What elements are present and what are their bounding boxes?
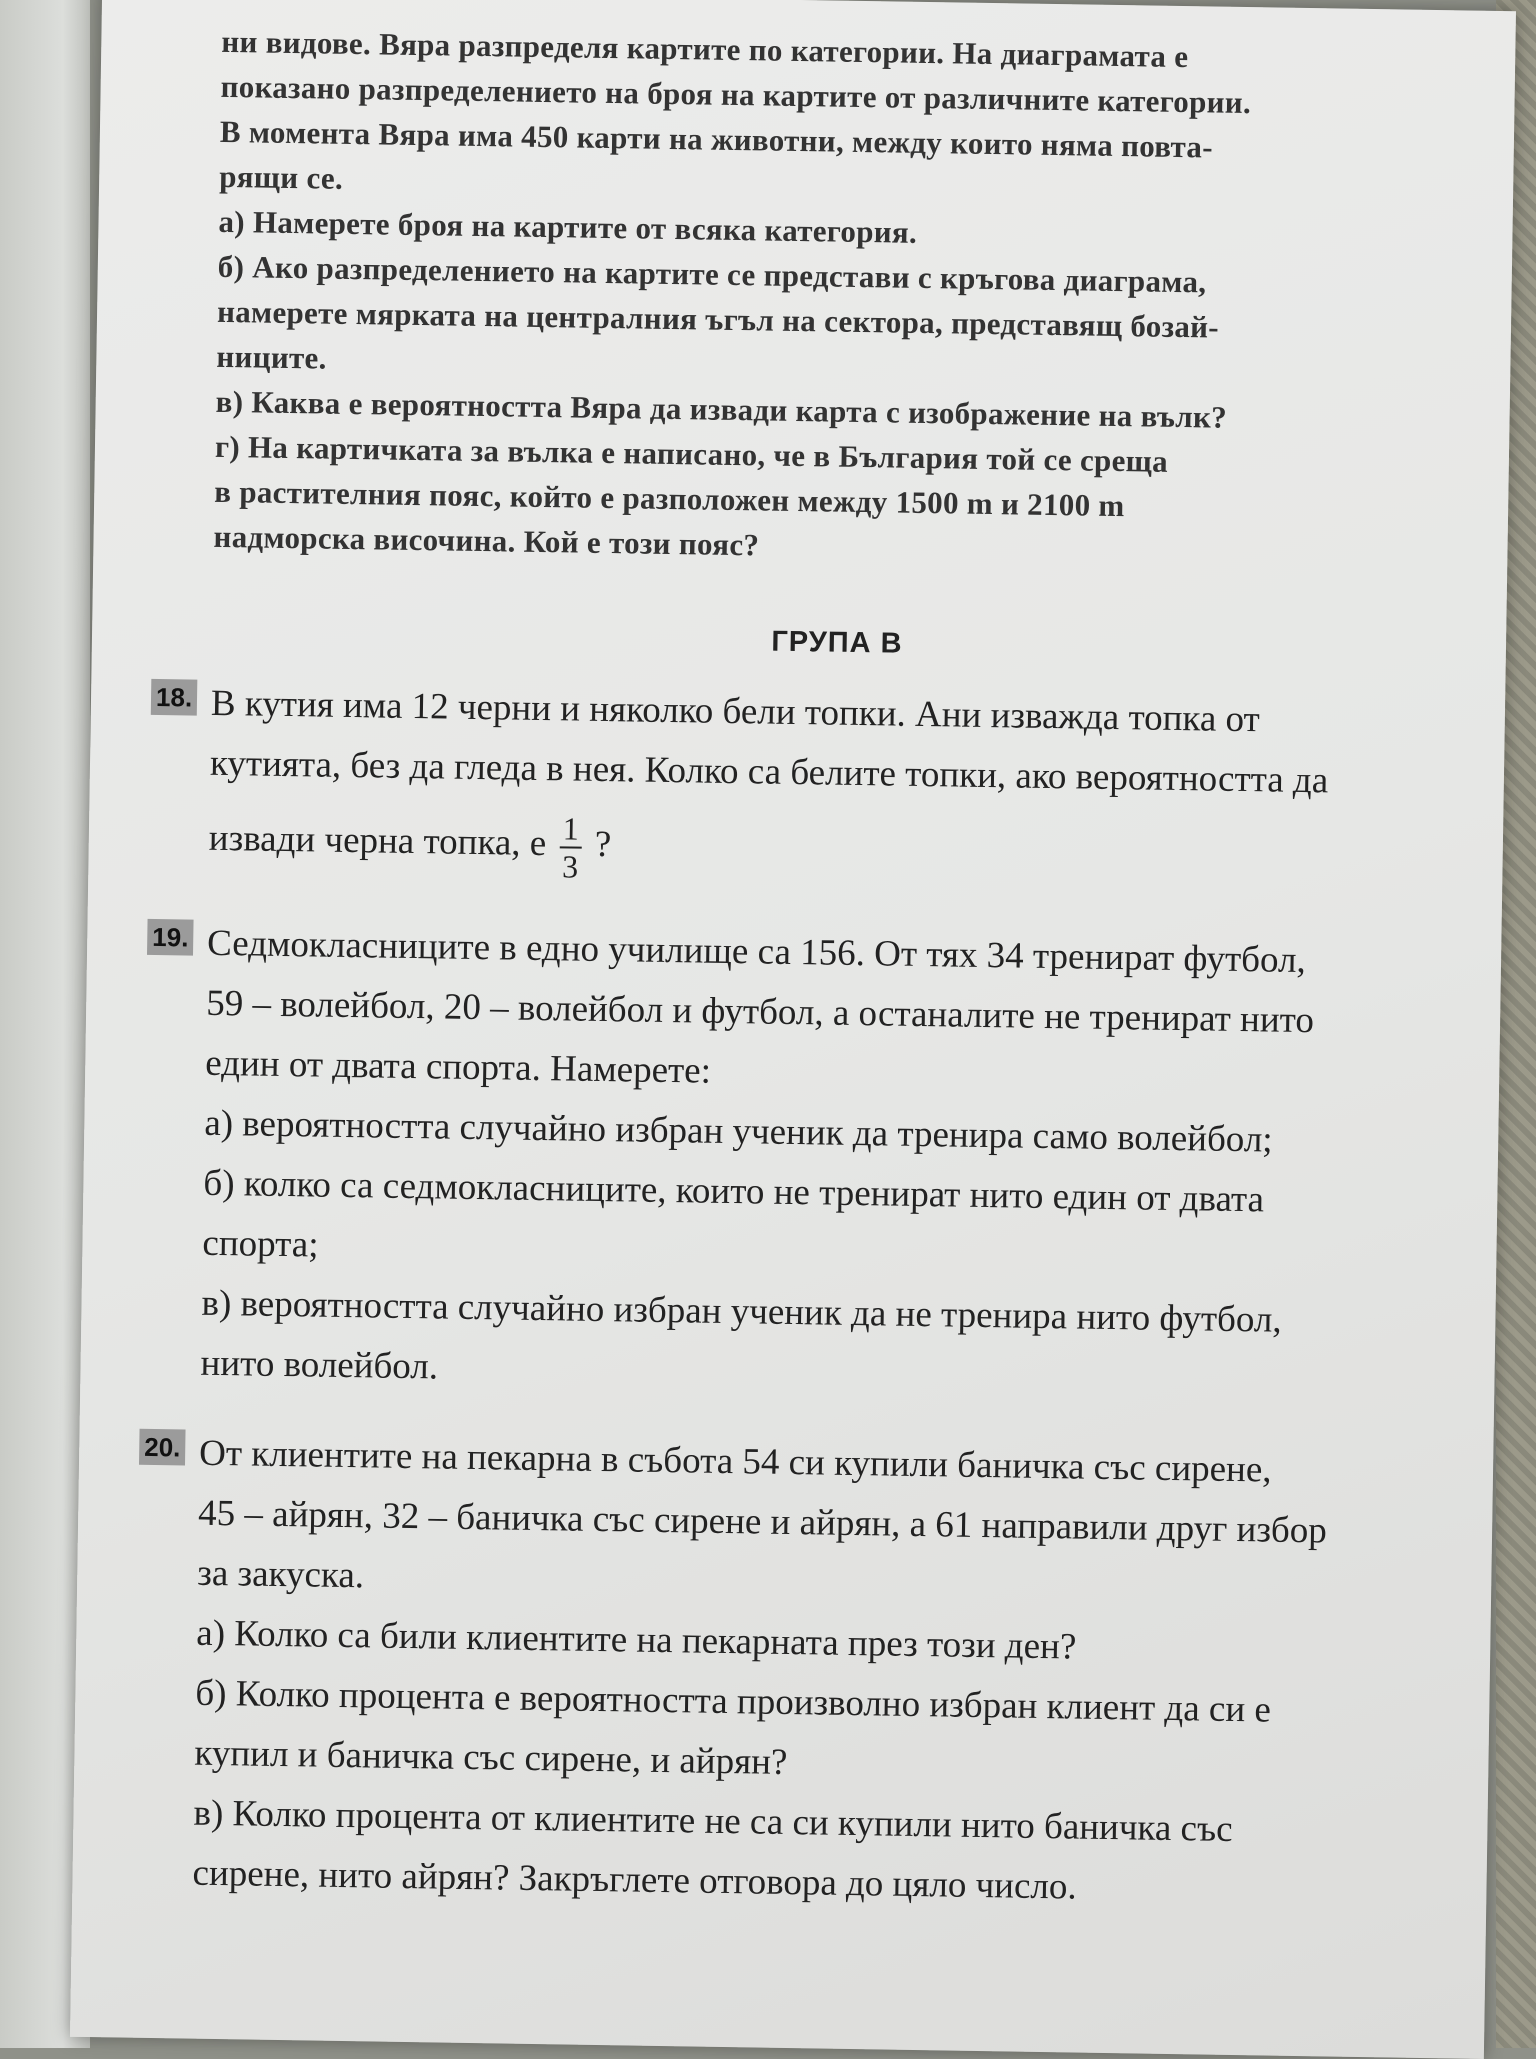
text-line: б) Ако разпределението на картите се представи с кръгова диаграма, (217, 248, 1207, 300)
text-line: а) Колко са били клиентите на пекарната през този ден? (196, 1612, 1077, 1668)
previous-problem-continuation (213, 19, 1471, 579)
text-segment: ? (594, 823, 612, 866)
problem-18 (155, 674, 1461, 904)
fraction (559, 810, 582, 884)
fraction-denominator: 3 (561, 847, 579, 885)
text-line: Седмокласниците в едно училище са 156. От тях 34 тренират футбол, (206, 922, 1307, 982)
text-line: ниците. (216, 338, 327, 376)
problem-number: 19. (147, 919, 194, 956)
text-line: От клиентите на пекарна в събота 54 си купили баничка със сирене, (198, 1432, 1272, 1491)
text-line: а) Намерете броя на картите от всяка категория. (218, 203, 918, 250)
text-line: В момента Вяра има 450 карти на животни, между които няма повта- (219, 113, 1214, 165)
problem-20 (144, 1424, 1449, 1924)
text-line: г) На картичката за вълка е написано, че в България той се среща (214, 428, 1169, 479)
book-page (70, 0, 1516, 2059)
text-line: 45 – айрян, 32 – баничка със сирене и айрян, а 61 направили друг избор (197, 1492, 1328, 1552)
text-line: в) вероятността случайно избран ученик да не тренира нито футбол, (201, 1282, 1282, 1341)
text-line: спорта; (202, 1222, 319, 1266)
text-line: в растителния пояс, който е разположен между 1500 m и 2100 m (214, 473, 1125, 524)
text-line: В кутия има 12 черни и няколко бели топки. Ани изважда топка от (210, 682, 1261, 741)
text-line: б) Колко процента е вероятността произволно избран клиент да си е (195, 1672, 1272, 1731)
group-heading: ГРУПА В (771, 625, 903, 660)
text-line: за закуска. (196, 1552, 365, 1597)
text-line: в) Каква е вероятността Вяра да извади карта с изображение на вълк? (215, 383, 1228, 435)
problem-number: 20. (139, 1429, 186, 1466)
page-content (144, 19, 1472, 1953)
problem-number: 18. (151, 679, 198, 716)
text-line: нито волейбол. (200, 1342, 439, 1388)
problem-19 (152, 914, 1457, 1414)
text-line: ни видове. Вяра разпределя картите по категории. На диаграмата е (221, 23, 1189, 75)
text-line: рящи се. (218, 158, 344, 196)
text-line: купил и баничка със сирене, и айрян? (194, 1732, 788, 1784)
text-segment: извади черна топка, е (208, 817, 547, 865)
text-line: показано разпределението на броя на картите от различните категории. (220, 68, 1252, 121)
text-line: в) Колко процента от клиентите не са си купили нито баничка със (193, 1792, 1233, 1851)
text-line: един от двата спорта. Намерете: (204, 1042, 712, 1092)
fraction-numerator: 1 (559, 810, 582, 848)
text-line: 59 – волейбол, 20 – волейбол и футбол, а останалите не тренират нито (205, 982, 1315, 1042)
text-line: кутията, без да гледа в нея. Колко са белите топки, ако вероятността да (209, 742, 1329, 802)
text-line: б) колко са седмокласниците, които не тренират нито един от двата (203, 1162, 1265, 1221)
text-line: а) вероятността случайно избран ученик да тренира само волейбол; (204, 1102, 1273, 1161)
text-line: намерете мярката на централния ъгъл на сектора, представящ бозай- (216, 293, 1220, 345)
text-line: надморска височина. Кой е този пояс? (213, 518, 760, 563)
text-line: сирене, нито айрян? Закръглете отговора до цяло число. (192, 1852, 1078, 1908)
